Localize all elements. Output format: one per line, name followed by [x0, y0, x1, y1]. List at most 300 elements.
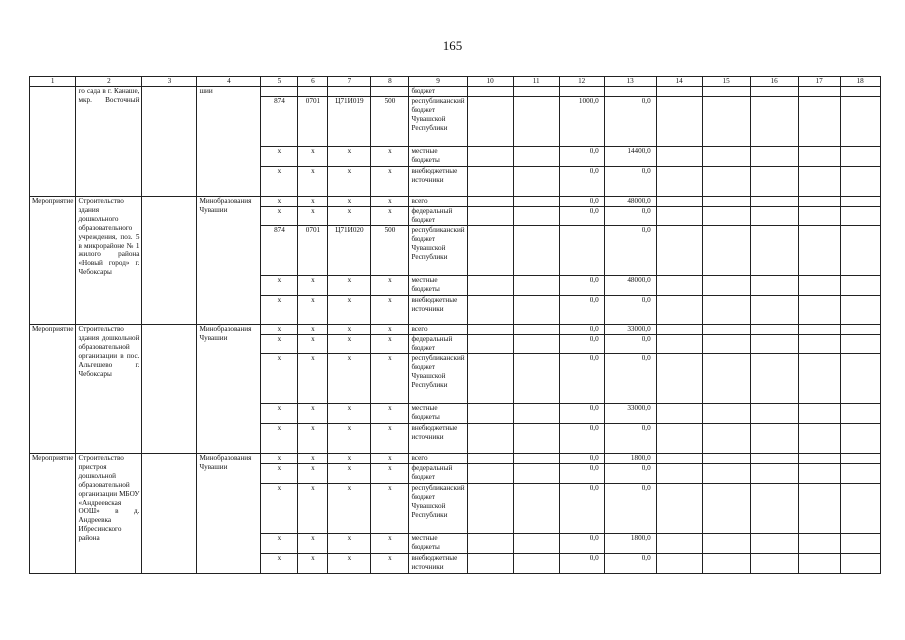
col16-cell [750, 296, 798, 325]
col14-cell [656, 276, 702, 296]
col5-cell: х [261, 484, 298, 534]
col18-cell [840, 464, 880, 484]
col5-cell: 874 [261, 97, 298, 147]
col6-cell: 0701 [298, 226, 328, 276]
col8-cell: х [371, 325, 409, 335]
col6-cell: х [298, 554, 328, 574]
col15-cell [702, 424, 750, 454]
col8-cell: х [371, 404, 409, 424]
col15-cell [702, 534, 750, 554]
col11-cell [513, 484, 559, 534]
col12-cell: 0,0 [559, 207, 604, 226]
col5-cell: х [261, 325, 298, 335]
col16-cell [750, 87, 798, 97]
col16-cell [750, 276, 798, 296]
col7-cell: Ц71И020 [328, 226, 371, 276]
col17-cell [798, 207, 840, 226]
col11-cell [513, 296, 559, 325]
measure-name-cell: Строительство здания дошкольной образовательной организации в пос. Альгешево г. Чебоксары [76, 325, 142, 454]
col6-cell: 0701 [298, 97, 328, 147]
col17-cell [798, 226, 840, 276]
measure-col3-cell [142, 454, 197, 574]
funding-source-cell: республиканский бюджет Чувашской Республики [409, 226, 467, 276]
col13-cell: 0,0 [604, 424, 656, 454]
col17-cell [798, 454, 840, 464]
col14-cell [656, 325, 702, 335]
column-header-7: 7 [328, 77, 371, 87]
col14-cell [656, 97, 702, 147]
col13-cell: 0,0 [604, 207, 656, 226]
col14-cell [656, 167, 702, 197]
col7-cell: х [328, 534, 371, 554]
col12-cell [559, 87, 604, 97]
col14-cell [656, 296, 702, 325]
col11-cell [513, 167, 559, 197]
col18-cell [840, 424, 880, 454]
page-number: 165 [442, 38, 463, 53]
col11-cell [513, 464, 559, 484]
column-header-15: 15 [702, 77, 750, 87]
col5-cell: х [261, 147, 298, 167]
funding-source-cell: федеральный бюджет [409, 464, 467, 484]
measure-col3-cell [142, 197, 197, 325]
col12-cell: 0,0 [559, 454, 604, 464]
col6-cell: х [298, 534, 328, 554]
col7-cell: х [328, 167, 371, 197]
col7-cell: Ц71И019 [328, 97, 371, 147]
col15-cell [702, 404, 750, 424]
col5-cell: х [261, 424, 298, 454]
funding-row [30, 454, 881, 464]
col10-cell [467, 404, 513, 424]
measure-col3-cell [142, 325, 197, 454]
col7-cell: х [328, 354, 371, 404]
col18-cell [840, 484, 880, 534]
funding-source-cell: всего [409, 325, 467, 335]
col7-cell: х [328, 197, 371, 207]
column-header-1: 1 [30, 77, 76, 87]
col12-cell: 0,0 [559, 404, 604, 424]
column-header-12: 12 [559, 77, 604, 87]
col18-cell [840, 197, 880, 207]
col13-cell: 0,0 [604, 97, 656, 147]
col10-cell [467, 197, 513, 207]
column-header-13: 13 [604, 77, 656, 87]
col18-cell [840, 167, 880, 197]
measure-name-cell: Строительство здания дошкольного образовательного учреждения, поз. 5 в микрорайоне № 1 жилого района «Новый город» г. Чебоксары [76, 197, 142, 325]
funding-source-cell: внебюджетные источники [409, 424, 467, 454]
col11-cell [513, 147, 559, 167]
continuation-type-cell [30, 87, 76, 197]
col12-cell: 0,0 [559, 276, 604, 296]
col10-cell [467, 325, 513, 335]
col14-cell [656, 424, 702, 454]
col17-cell [798, 464, 840, 484]
col14-cell [656, 454, 702, 464]
col7-cell: х [328, 335, 371, 354]
col16-cell [750, 335, 798, 354]
col18-cell [840, 354, 880, 404]
col7-cell: х [328, 484, 371, 534]
col6-cell: х [298, 197, 328, 207]
col15-cell [702, 197, 750, 207]
col13-cell: 33000,0 [604, 404, 656, 424]
col6-cell: х [298, 207, 328, 226]
col18-cell [840, 554, 880, 574]
col12-cell: 0,0 [559, 335, 604, 354]
column-header-9: 9 [409, 77, 467, 87]
col11-cell [513, 424, 559, 454]
col16-cell [750, 167, 798, 197]
col16-cell [750, 484, 798, 534]
col10-cell [467, 296, 513, 325]
col16-cell [750, 354, 798, 404]
funding-source-cell: федеральный бюджет [409, 335, 467, 354]
col16-cell [750, 404, 798, 424]
col8-cell: 500 [371, 226, 409, 276]
funding-source-cell: федеральный бюджет [409, 207, 467, 226]
col11-cell [513, 197, 559, 207]
col12-cell: 0,0 [559, 554, 604, 574]
col6-cell: х [298, 147, 328, 167]
col12-cell: 0,0 [559, 534, 604, 554]
col7-cell: х [328, 554, 371, 574]
col18-cell [840, 97, 880, 147]
col16-cell [750, 554, 798, 574]
col17-cell [798, 197, 840, 207]
col6-cell: х [298, 464, 328, 484]
col11-cell [513, 87, 559, 97]
col5-cell: х [261, 276, 298, 296]
col6-cell: х [298, 167, 328, 197]
col6-cell: х [298, 484, 328, 534]
col16-cell [750, 197, 798, 207]
col12-cell: 0,0 [559, 424, 604, 454]
col14-cell [656, 404, 702, 424]
col16-cell [750, 147, 798, 167]
col14-cell [656, 147, 702, 167]
column-header-3: 3 [142, 77, 197, 87]
col15-cell [702, 335, 750, 354]
col12-cell: 0,0 [559, 484, 604, 534]
funding-source-cell: внебюджетные источники [409, 167, 467, 197]
continuation-top-row [30, 87, 881, 97]
col5-cell [261, 87, 298, 97]
col18-cell [840, 296, 880, 325]
col8-cell: 500 [371, 97, 409, 147]
col12-cell: 0,0 [559, 354, 604, 404]
col11-cell [513, 325, 559, 335]
col10-cell [467, 97, 513, 147]
column-header-10: 10 [467, 77, 513, 87]
col11-cell [513, 554, 559, 574]
funding-row [30, 325, 881, 335]
col14-cell [656, 464, 702, 484]
col6-cell: х [298, 325, 328, 335]
funding-source-cell: местные бюджеты [409, 404, 467, 424]
col17-cell [798, 167, 840, 197]
col18-cell [840, 335, 880, 354]
funding-source-cell: внебюджетные источники [409, 296, 467, 325]
col10-cell [467, 554, 513, 574]
column-header-18: 18 [840, 77, 880, 87]
continuation-name-cell: го сада в г. Канаше, мкр. Восточный [76, 87, 142, 197]
col16-cell [750, 226, 798, 276]
budget-table [29, 76, 881, 574]
col14-cell [656, 534, 702, 554]
col8-cell: х [371, 296, 409, 325]
col15-cell [702, 554, 750, 574]
col5-cell: х [261, 207, 298, 226]
col14-cell [656, 554, 702, 574]
funding-source-cell: местные бюджеты [409, 276, 467, 296]
col17-cell [798, 354, 840, 404]
col13-cell: 1800,0 [604, 534, 656, 554]
measure-type-cell: Мероприятие [30, 197, 76, 325]
col8-cell: х [371, 354, 409, 404]
col18-cell [840, 404, 880, 424]
col10-cell [467, 87, 513, 97]
col15-cell [702, 454, 750, 464]
col11-cell [513, 207, 559, 226]
col5-cell: х [261, 335, 298, 354]
col7-cell: х [328, 404, 371, 424]
col14-cell [656, 87, 702, 97]
col7-cell: х [328, 276, 371, 296]
col7-cell: х [328, 147, 371, 167]
col15-cell [702, 97, 750, 147]
col15-cell [702, 147, 750, 167]
col14-cell [656, 207, 702, 226]
col11-cell [513, 354, 559, 404]
column-header-11: 11 [513, 77, 559, 87]
col17-cell [798, 296, 840, 325]
col6-cell: х [298, 296, 328, 325]
column-header-16: 16 [750, 77, 798, 87]
col15-cell [702, 296, 750, 325]
column-header-5: 5 [261, 77, 298, 87]
col6-cell: х [298, 354, 328, 404]
col8-cell: х [371, 554, 409, 574]
col8-cell: х [371, 147, 409, 167]
col18-cell [840, 276, 880, 296]
col11-cell [513, 534, 559, 554]
col14-cell [656, 484, 702, 534]
col10-cell [467, 354, 513, 404]
col16-cell [750, 97, 798, 147]
col8-cell [371, 87, 409, 97]
col7-cell: х [328, 325, 371, 335]
measure-responsible-cell: Минобразования Чувашии [197, 197, 261, 325]
col15-cell [702, 484, 750, 534]
col6-cell: х [298, 424, 328, 454]
measure-type-cell: Мероприятие [30, 325, 76, 454]
col10-cell [467, 147, 513, 167]
col8-cell: х [371, 484, 409, 534]
col15-cell [702, 167, 750, 197]
col13-cell: 0,0 [604, 464, 656, 484]
col17-cell [798, 424, 840, 454]
col15-cell [702, 354, 750, 404]
col16-cell [750, 534, 798, 554]
col13-cell: 48000,0 [604, 197, 656, 207]
col5-cell: х [261, 404, 298, 424]
col18-cell [840, 454, 880, 464]
col10-cell [467, 484, 513, 534]
col11-cell [513, 335, 559, 354]
col12-cell: 0,0 [559, 147, 604, 167]
funding-source-cell: местные бюджеты [409, 534, 467, 554]
col14-cell [656, 335, 702, 354]
col8-cell: х [371, 197, 409, 207]
col5-cell: х [261, 464, 298, 484]
col11-cell [513, 454, 559, 464]
col17-cell [798, 554, 840, 574]
col16-cell [750, 325, 798, 335]
col8-cell: х [371, 276, 409, 296]
column-header-6: 6 [298, 77, 328, 87]
col18-cell [840, 147, 880, 167]
col8-cell: х [371, 207, 409, 226]
col5-cell: х [261, 296, 298, 325]
col11-cell [513, 404, 559, 424]
col12-cell: 0,0 [559, 325, 604, 335]
funding-row [30, 197, 881, 207]
col10-cell [467, 226, 513, 276]
col8-cell: х [371, 534, 409, 554]
col15-cell [702, 276, 750, 296]
funding-source-cell: внебюджетные источники [409, 554, 467, 574]
col13-cell [604, 87, 656, 97]
col17-cell [798, 325, 840, 335]
column-header-8: 8 [371, 77, 409, 87]
col15-cell [702, 207, 750, 226]
col10-cell [467, 335, 513, 354]
col13-cell: 0,0 [604, 554, 656, 574]
col13-cell: 1800,0 [604, 454, 656, 464]
col17-cell [798, 484, 840, 534]
col18-cell [840, 87, 880, 97]
col13-cell: 14400,0 [604, 147, 656, 167]
col5-cell: х [261, 554, 298, 574]
col6-cell: х [298, 454, 328, 464]
col6-cell: х [298, 335, 328, 354]
col10-cell [467, 424, 513, 454]
col14-cell [656, 197, 702, 207]
funding-source-cell: республиканский бюджет Чувашской Республики [409, 484, 467, 534]
col10-cell [467, 534, 513, 554]
measure-responsible-cell: Минобразования Чувашии [197, 325, 261, 454]
col15-cell [702, 87, 750, 97]
col13-cell: 0,0 [604, 335, 656, 354]
col17-cell [798, 87, 840, 97]
col16-cell [750, 424, 798, 454]
col5-cell: 874 [261, 226, 298, 276]
col13-cell: 0,0 [604, 354, 656, 404]
col13-cell: 33000,0 [604, 325, 656, 335]
col6-cell: х [298, 404, 328, 424]
col8-cell: х [371, 464, 409, 484]
continuation-col3-cell [142, 87, 197, 197]
col13-cell: 0,0 [604, 167, 656, 197]
col10-cell [467, 207, 513, 226]
col12-cell: 0,0 [559, 296, 604, 325]
col10-cell [467, 454, 513, 464]
col5-cell: х [261, 354, 298, 404]
column-header-2: 2 [76, 77, 142, 87]
col13-cell: 0,0 [604, 226, 656, 276]
funding-source-cell: местные бюджеты [409, 147, 467, 167]
continuation-responsible-cell: шии [197, 87, 261, 197]
col6-cell: х [298, 276, 328, 296]
col18-cell [840, 226, 880, 276]
col8-cell: х [371, 454, 409, 464]
col18-cell [840, 325, 880, 335]
column-header-4: 4 [197, 77, 261, 87]
col5-cell: х [261, 167, 298, 197]
col11-cell [513, 226, 559, 276]
col16-cell [750, 207, 798, 226]
column-header-17: 17 [798, 77, 840, 87]
col17-cell [798, 534, 840, 554]
col12-cell: 0,0 [559, 197, 604, 207]
col13-cell: 48000,0 [604, 276, 656, 296]
col8-cell: х [371, 167, 409, 197]
measure-type-cell: Мероприятие [30, 454, 76, 574]
measure-responsible-cell: Минобразования Чувашии [197, 454, 261, 574]
col10-cell [467, 167, 513, 197]
funding-source-cell: республиканский бюджет Чувашской Республики [409, 97, 467, 147]
col7-cell: х [328, 454, 371, 464]
col12-cell: 1000,0 [559, 97, 604, 147]
measure-name-cell: Строительство пристроя дошкольной образовательной организации МБОУ «Андреевская ООШ» в д. Андреевка Ибресинского района [76, 454, 142, 574]
col15-cell [702, 226, 750, 276]
col15-cell [702, 325, 750, 335]
col18-cell [840, 534, 880, 554]
col5-cell: х [261, 197, 298, 207]
funding-source-cell: всего [409, 454, 467, 464]
funding-source-cell: бюджет [409, 87, 467, 97]
col11-cell [513, 97, 559, 147]
col17-cell [798, 147, 840, 167]
col18-cell [840, 207, 880, 226]
col7-cell: х [328, 296, 371, 325]
funding-source-cell: всего [409, 197, 467, 207]
col10-cell [467, 276, 513, 296]
col6-cell [298, 87, 328, 97]
col5-cell: х [261, 534, 298, 554]
col8-cell: х [371, 424, 409, 454]
col12-cell [559, 226, 604, 276]
col7-cell: х [328, 207, 371, 226]
col5-cell: х [261, 454, 298, 464]
col12-cell: 0,0 [559, 464, 604, 484]
col11-cell [513, 276, 559, 296]
col17-cell [798, 276, 840, 296]
col17-cell [798, 97, 840, 147]
col7-cell: х [328, 424, 371, 454]
header-row [30, 77, 881, 87]
col7-cell [328, 87, 371, 97]
col13-cell: 0,0 [604, 484, 656, 534]
col17-cell [798, 335, 840, 354]
col15-cell [702, 464, 750, 484]
col16-cell [750, 464, 798, 484]
funding-source-cell: республиканский бюджет Чувашской Республики [409, 354, 467, 404]
col10-cell [467, 464, 513, 484]
col14-cell [656, 354, 702, 404]
column-header-14: 14 [656, 77, 702, 87]
